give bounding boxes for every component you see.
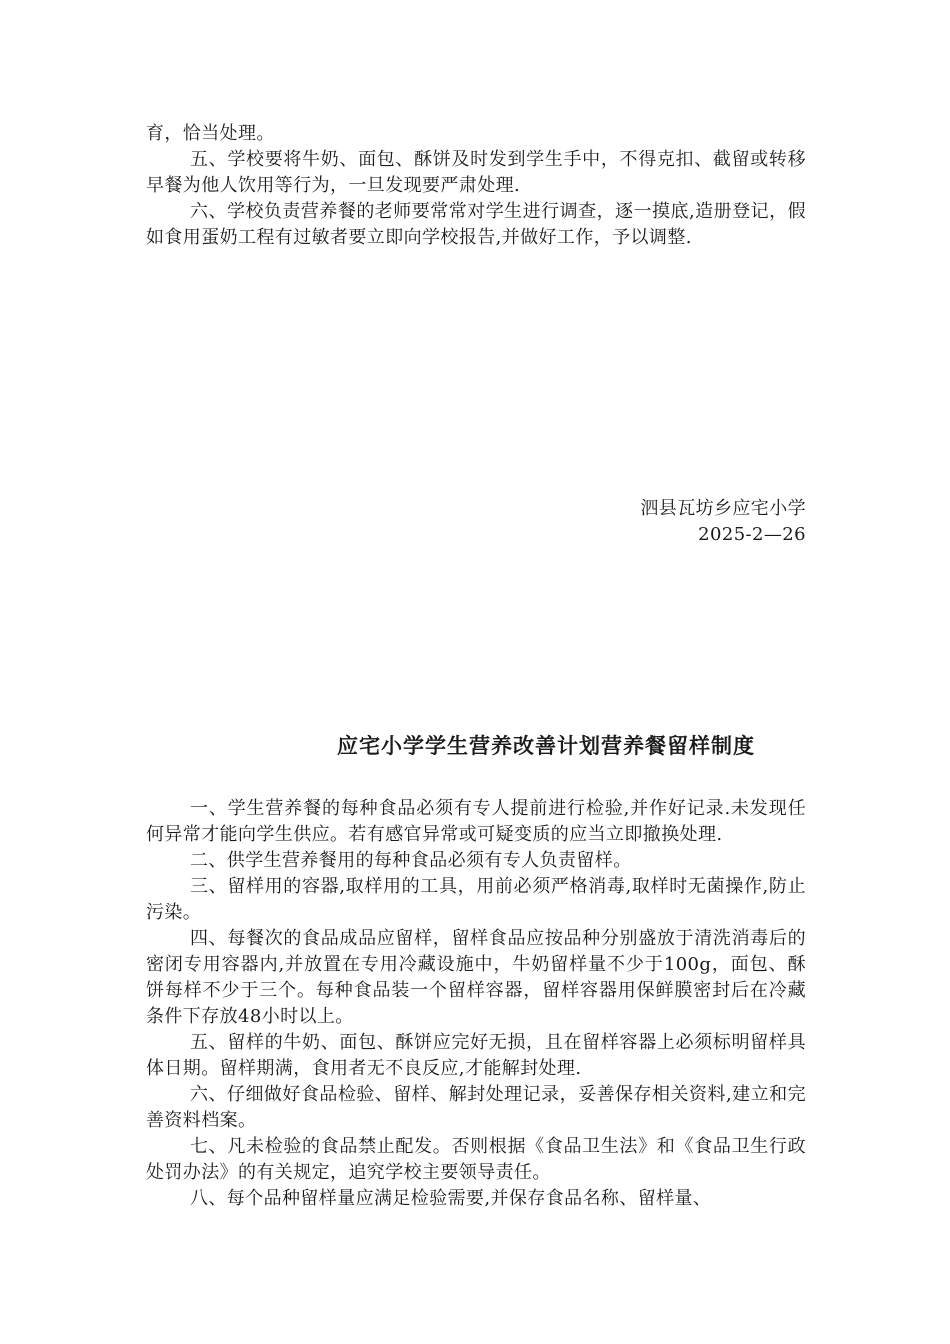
top-section xyxy=(146,121,806,251)
paragraph: 五、留样的牛奶、面包、酥饼应完好无损，且在留样容器上必须标明留样具体日期。留样期满，食用者无不良反应,才能解封处理. xyxy=(146,1032,806,1079)
paragraph: 四、每餐次的食品成品应留样，留样食品应按品种分别盛放于清洗消毒后的密闭专用容器内,并放置在专用冷藏设施中，牛奶留样量不少于100g，面包、酥饼每样不少于三个。每种食品装一个留样容器，留样容器用保鲜膜密封后在冷藏条件下存放48小时以上。 xyxy=(146,928,806,1027)
paragraph: 三、留样用的容器,取样用的工具，用前必须严格消毒,取样时无菌操作,防止污染。 xyxy=(146,876,806,923)
paragraph: 五、学校要将牛奶、面包、酥饼及时发到学生手中，不得克扣、截留或转移早餐为他人饮用等行为，一旦发现要严肃处理. xyxy=(146,149,806,196)
signature-date: 2025-2—26 xyxy=(698,524,806,545)
paragraph: 八、每个品种留样量应满足检验需要,并保存食品名称、留样量、 xyxy=(190,1188,712,1209)
signature-block xyxy=(500,496,806,548)
paragraph: 六、仔细做好食品检验、留样、解封处理记录，妥善保存相关资料,建立和完善资料档案。 xyxy=(146,1084,806,1131)
paragraph: 育，恰当处理。 xyxy=(146,123,275,144)
regulation-body xyxy=(146,796,806,1212)
document-title: 应宅小学学生营养改善计划营养餐留样制度 xyxy=(337,734,755,758)
paragraph: 一、学生营养餐的每种食品必须有专人提前进行检验,并作好记录.未发现任何异常才能向学生供应。若有感官异常或可疑变质的应当立即撤换处理. xyxy=(146,798,806,845)
paragraph: 二、供学生营养餐用的每种食品必须有专人负责留样。 xyxy=(190,850,632,871)
school-name: 泗县瓦坊乡应宅小学 xyxy=(640,498,806,519)
paragraph: 六、学校负责营养餐的老师要常常对学生进行调查，逐一摸底,造册登记，假如食用蛋奶工程有过敏者要立即向学校报告,并做好工作，予以调整. xyxy=(146,201,806,248)
paragraph: 七、凡未检验的食品禁止配发。否则根据《食品卫生法》和《食品卫生行政处罚办法》的有关规定，追究学校主要领导责任。 xyxy=(146,1136,806,1183)
